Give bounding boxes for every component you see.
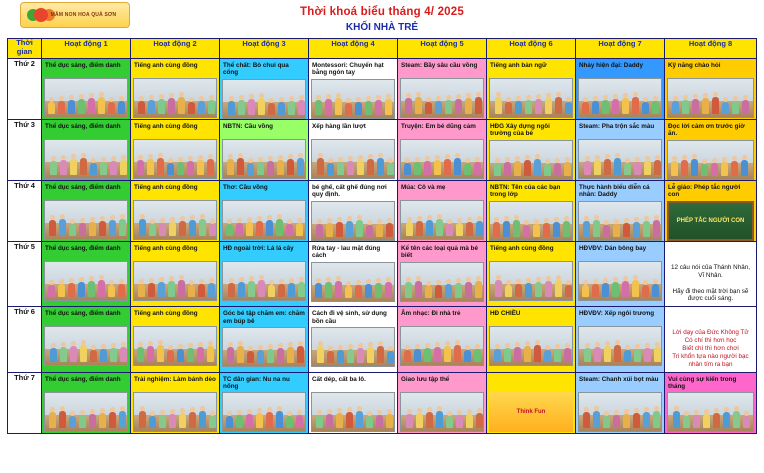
timetable-head bbox=[8, 39, 757, 59]
photo-children bbox=[134, 88, 216, 114]
activity-cell[interactable] bbox=[309, 181, 398, 242]
photo-children bbox=[579, 402, 661, 428]
activity-cell[interactable] bbox=[42, 120, 131, 181]
activity-cell-inner bbox=[309, 59, 397, 119]
activity-cell-inner bbox=[220, 120, 308, 180]
activity-cell-inner bbox=[487, 242, 575, 302]
school-logo bbox=[20, 2, 130, 28]
activity-photo bbox=[578, 392, 662, 432]
activity-cell-inner bbox=[665, 373, 756, 433]
activity-cell-inner bbox=[131, 373, 219, 433]
activity-cell[interactable] bbox=[309, 307, 398, 372]
activity-cell-inner bbox=[576, 59, 664, 119]
activity-label bbox=[667, 244, 754, 261]
activity-cell-inner bbox=[398, 242, 486, 302]
activity-label: Tiếng anh cùng đồng bbox=[490, 245, 554, 252]
activity-cell[interactable] bbox=[398, 372, 487, 433]
activity-label: Giao lưu tập thể bbox=[401, 375, 450, 383]
activity-photo bbox=[400, 326, 484, 366]
activity-label: Thơ: Cầu vồng bbox=[223, 184, 268, 191]
activity-label: Nhảy hiện đại: Daddy bbox=[579, 62, 644, 69]
activity-cell[interactable] bbox=[487, 242, 576, 307]
activity-cell[interactable] bbox=[42, 307, 131, 372]
activity-label: Steam: Chanh xúi bọt màu bbox=[579, 375, 659, 383]
activity-cell[interactable] bbox=[576, 59, 665, 120]
activity-cell[interactable] bbox=[576, 307, 665, 372]
activity-label: Cất dép, cất ba lô. bbox=[312, 375, 366, 383]
activity-cell-inner bbox=[131, 242, 219, 302]
activity-cell-inner bbox=[309, 373, 397, 433]
photo-children bbox=[312, 211, 394, 237]
table-row bbox=[8, 372, 757, 433]
activity-cell-inner bbox=[665, 181, 756, 241]
activity-cell[interactable] bbox=[665, 242, 757, 307]
activity-cell-inner bbox=[398, 373, 486, 433]
col-header-activity-5: Hoạt động 5 bbox=[398, 39, 487, 59]
activity-photo bbox=[400, 139, 484, 179]
activity-photo bbox=[311, 262, 395, 302]
activity-label: Âm nhạc: Đi nhà trẻ bbox=[401, 310, 461, 318]
activity-photo bbox=[133, 139, 217, 179]
activity-cell-inner bbox=[309, 181, 397, 241]
activity-label: NBTN: Cầu vồng bbox=[223, 123, 274, 130]
table-row bbox=[8, 307, 757, 372]
col-header-time: Thời gian bbox=[8, 39, 42, 59]
activity-photo bbox=[489, 201, 573, 241]
table-row bbox=[8, 181, 757, 242]
activity-label: HĐVĐV: Xếp ngôi trương bbox=[579, 310, 655, 318]
photo-children bbox=[223, 402, 305, 428]
activity-text: Lời dạy của Đức Không Tử Có chí thì hơn học Biết chí thì hơn chơi Tri khổn tựa nào người bạc nhân tím ra bạn bbox=[672, 329, 749, 368]
col-header-activity-4: Hoạt động 4 bbox=[309, 39, 398, 59]
activity-photo bbox=[222, 79, 306, 119]
table-row bbox=[8, 242, 757, 307]
photo-children bbox=[668, 150, 753, 176]
activity-cell[interactable] bbox=[309, 242, 398, 307]
activity-cell[interactable] bbox=[487, 59, 576, 120]
activity-photo bbox=[222, 327, 306, 367]
activity-text: 12 câu nói của Thánh Nhân, Vĩ Nhân. Hãy đi theo mặt trời bạn sẽ được cuối sáng. bbox=[670, 264, 750, 303]
activity-label: Thể dục sáng, điểm danh bbox=[45, 184, 121, 191]
activity-photo bbox=[578, 326, 662, 366]
activity-label: Thể dục sáng, điểm danh bbox=[45, 123, 121, 130]
activity-label: Lễ giáo: Phép tắc người con bbox=[668, 184, 741, 199]
activity-photo bbox=[400, 392, 484, 432]
activity-cell[interactable] bbox=[131, 59, 220, 120]
activity-photo bbox=[667, 392, 754, 432]
activity-cell[interactable] bbox=[131, 242, 220, 307]
col-header-activity-2: Hoạt động 2 bbox=[131, 39, 220, 59]
activity-photo bbox=[311, 392, 395, 432]
activity-photo bbox=[44, 326, 128, 366]
activity-cell-inner bbox=[487, 120, 575, 180]
photo-children bbox=[490, 88, 572, 114]
activity-label: Thể dục sáng, điểm danh bbox=[45, 62, 121, 69]
activity-cell[interactable] bbox=[487, 120, 576, 181]
col-header-activity-3: Hoạt động 3 bbox=[220, 39, 309, 59]
activity-cell[interactable] bbox=[665, 59, 757, 120]
activity-label: Trải nghiệm: Làm bánh dẻo bbox=[134, 375, 216, 383]
activity-cell[interactable] bbox=[487, 181, 576, 242]
activity-cell-inner bbox=[487, 307, 575, 367]
photo-children bbox=[579, 88, 661, 114]
activity-cell[interactable] bbox=[309, 372, 398, 433]
photo-children bbox=[668, 402, 753, 428]
activity-cell-inner bbox=[131, 120, 219, 180]
activity-cell[interactable] bbox=[398, 59, 487, 120]
day-label: Thứ 2 bbox=[8, 59, 42, 120]
activity-label: HĐ ngoài trời: Lá lá cây bbox=[223, 245, 294, 252]
activity-cell[interactable] bbox=[665, 372, 757, 433]
activity-label: Steam: Pha trộn sắc màu bbox=[579, 123, 655, 130]
activity-cell-inner bbox=[131, 59, 219, 119]
activity-cell-inner bbox=[42, 120, 130, 180]
activity-cell-inner bbox=[576, 242, 664, 302]
photo-children bbox=[401, 210, 483, 236]
activity-photo bbox=[400, 78, 484, 118]
activity-photo bbox=[667, 78, 754, 118]
day-label: Thứ 7 bbox=[8, 372, 42, 433]
page-header bbox=[0, 0, 764, 34]
photo-children bbox=[401, 149, 483, 175]
activity-label: HĐG Xây dựng ngôi trường của bé bbox=[490, 123, 550, 138]
activity-cell[interactable] bbox=[487, 372, 576, 433]
activity-cell[interactable] bbox=[220, 59, 309, 120]
activity-label: HĐVĐV: Dán bông bay bbox=[579, 245, 647, 252]
activity-cell-inner bbox=[665, 120, 756, 180]
activity-label: Thể dục sáng, điểm danh bbox=[45, 245, 121, 252]
timetable-body bbox=[8, 59, 757, 434]
timetable bbox=[7, 38, 757, 434]
activity-label: bé ghế, cất ghế đúng nơi quy định. bbox=[312, 184, 387, 199]
photo-children bbox=[312, 89, 394, 115]
activity-cell-inner bbox=[131, 181, 219, 241]
activity-cell-inner bbox=[42, 181, 130, 241]
activity-label: Kỹ năng chào hỏi bbox=[668, 62, 721, 69]
activity-cell[interactable] bbox=[576, 120, 665, 181]
photo-children bbox=[401, 336, 483, 362]
activity-label: Tiếng anh cùng đồng bbox=[134, 245, 198, 252]
photo-children bbox=[579, 336, 661, 362]
activity-label: TC dân gian: Nu na nu nống bbox=[223, 375, 290, 391]
activity-photo bbox=[489, 261, 573, 301]
activity-photo bbox=[489, 140, 573, 180]
activity-photo bbox=[133, 326, 217, 366]
photo-children bbox=[134, 402, 216, 428]
col-header-activity-7: Hoạt động 7 bbox=[576, 39, 665, 59]
activity-label: HĐ CHIỀU bbox=[490, 310, 521, 318]
activity-photo bbox=[222, 139, 306, 179]
activity-label: Múa: Cô và mẹ bbox=[401, 184, 446, 191]
activity-photo bbox=[133, 200, 217, 240]
activity-cell-inner bbox=[665, 307, 756, 371]
activity-cell[interactable] bbox=[220, 181, 309, 242]
photo-children bbox=[401, 402, 483, 428]
photo-children bbox=[223, 149, 305, 175]
activity-cell[interactable] bbox=[398, 242, 487, 307]
photo-children bbox=[312, 337, 394, 363]
photo-children bbox=[45, 149, 127, 175]
activity-photo bbox=[578, 261, 662, 301]
activity-label: Thể dục sáng, điểm danh bbox=[45, 375, 121, 383]
day-label: Thứ 3 bbox=[8, 120, 42, 181]
activity-label: Tiếng anh bản ngữ bbox=[490, 62, 547, 69]
photo-children bbox=[401, 88, 483, 114]
apple-icon bbox=[34, 8, 48, 22]
logo-label: MẦM NON HOA QUẢ SƠN bbox=[50, 12, 117, 18]
activity-label: Rửa tay - lau mặt đúng cách bbox=[312, 245, 381, 260]
photo-children bbox=[45, 210, 127, 236]
activity-photo bbox=[400, 262, 484, 302]
header-row bbox=[8, 39, 757, 59]
page-title: Thời khoá biểu tháng 4/ 2025 bbox=[300, 6, 464, 18]
day-label: Thứ 4 bbox=[8, 181, 42, 242]
activity-cell-inner bbox=[131, 307, 219, 367]
photo-children bbox=[490, 336, 572, 362]
activity-photo bbox=[578, 139, 662, 179]
photo-children bbox=[579, 149, 661, 175]
col-header-activity-8: Hoạt động 8 bbox=[665, 39, 757, 59]
activity-label: Truyện: Em bé dũng cảm bbox=[401, 123, 476, 130]
activity-cell-inner bbox=[220, 373, 308, 433]
activity-photo bbox=[44, 139, 128, 179]
activity-photo bbox=[133, 392, 217, 432]
activity-cell[interactable] bbox=[131, 307, 220, 372]
activity-cell[interactable] bbox=[131, 120, 220, 181]
table-row bbox=[8, 59, 757, 120]
activity-photo bbox=[133, 261, 217, 301]
activity-cell[interactable] bbox=[131, 372, 220, 433]
photo-children bbox=[223, 89, 305, 115]
activity-cell-inner bbox=[665, 59, 756, 119]
activity-cell-inner bbox=[42, 307, 130, 367]
activity-photo bbox=[311, 327, 395, 367]
activity-label: Thể dục sáng, điểm danh bbox=[45, 310, 121, 318]
activity-cell[interactable] bbox=[398, 120, 487, 181]
activity-label: Montessori: Chuyển hạt bằng ngón tay bbox=[312, 62, 384, 77]
activity-cell-inner bbox=[309, 242, 397, 302]
activity-cell-inner bbox=[398, 120, 486, 180]
activity-label: Thể chất: Bò chui qua cổng bbox=[223, 62, 289, 77]
activity-photo bbox=[489, 326, 573, 366]
photo-children bbox=[223, 337, 305, 363]
activity-cell-inner bbox=[42, 373, 130, 433]
activity-cell[interactable] bbox=[42, 372, 131, 433]
photo-children bbox=[45, 402, 127, 428]
page-subtitle: KHỐI NHÀ TRẺ bbox=[345, 22, 419, 33]
photo-children bbox=[134, 149, 216, 175]
activity-photo bbox=[311, 79, 395, 119]
activity-photo bbox=[489, 78, 573, 118]
activity-poster: Think Fun bbox=[489, 392, 573, 432]
activity-cell-inner bbox=[665, 242, 756, 306]
photo-children bbox=[490, 150, 572, 176]
activity-cell-inner bbox=[487, 373, 575, 433]
activity-cell[interactable] bbox=[42, 181, 131, 242]
activity-cell[interactable] bbox=[309, 120, 398, 181]
photo-children bbox=[134, 271, 216, 297]
photo-children bbox=[223, 271, 305, 297]
activity-cell[interactable] bbox=[665, 181, 757, 242]
activity-cell[interactable] bbox=[220, 307, 309, 372]
activity-cell[interactable] bbox=[220, 242, 309, 307]
activity-cell[interactable] bbox=[665, 307, 757, 372]
activity-label: Steam: Bầy sâu cầu vồng bbox=[401, 62, 478, 69]
activity-label: Vui cùng sự kiến trong tháng bbox=[668, 375, 737, 391]
activity-photo bbox=[222, 261, 306, 301]
activity-label bbox=[667, 309, 754, 326]
photo-children bbox=[579, 211, 661, 237]
photo-children bbox=[312, 272, 394, 298]
photo-children bbox=[45, 271, 127, 297]
activity-photo bbox=[133, 78, 217, 118]
activity-cell-inner bbox=[576, 181, 664, 241]
photo-children bbox=[490, 211, 572, 237]
activity-cell[interactable] bbox=[42, 242, 131, 307]
activity-cell[interactable] bbox=[131, 181, 220, 242]
activity-label: Thực hành biểu diễn cá nhân: Daddy bbox=[579, 184, 650, 199]
activity-cell-inner bbox=[220, 181, 308, 241]
activity-cell-inner bbox=[398, 59, 486, 119]
activity-label bbox=[489, 375, 573, 392]
activity-cell[interactable] bbox=[665, 120, 757, 181]
activity-photo bbox=[44, 78, 128, 118]
activity-photo bbox=[667, 140, 754, 180]
activity-label: Xếp hàng lần lượt bbox=[312, 123, 366, 130]
activity-cell[interactable] bbox=[309, 59, 398, 120]
activity-label: Góc bé tập chăm em: chăm em búp bê bbox=[223, 310, 305, 325]
activity-cell-inner bbox=[309, 120, 397, 180]
photo-children bbox=[45, 336, 127, 362]
activity-photo bbox=[578, 78, 662, 118]
photo-children bbox=[134, 210, 216, 236]
activity-cell[interactable] bbox=[487, 307, 576, 372]
activity-cell-inner bbox=[220, 242, 308, 302]
photo-children bbox=[312, 402, 394, 428]
activity-cell-inner bbox=[576, 307, 664, 367]
photo-children bbox=[45, 88, 127, 114]
activity-photo bbox=[400, 200, 484, 240]
photo-children bbox=[490, 271, 572, 297]
activity-cell[interactable] bbox=[220, 120, 309, 181]
col-header-activity-6: Hoạt động 6 bbox=[487, 39, 576, 59]
activity-label: Kể tên các loại quả mà bé biết bbox=[401, 245, 478, 260]
activity-cell-inner bbox=[309, 307, 397, 367]
activity-cell-inner bbox=[398, 307, 486, 367]
photo-children bbox=[668, 88, 753, 114]
activity-label: Tiếng anh cùng đồng bbox=[134, 184, 198, 191]
photo-children bbox=[134, 336, 216, 362]
activity-photo bbox=[44, 392, 128, 432]
activity-cell[interactable] bbox=[398, 307, 487, 372]
activity-cell[interactable] bbox=[576, 242, 665, 307]
photo-children bbox=[312, 149, 394, 175]
activity-photo bbox=[578, 201, 662, 241]
activity-cell-inner bbox=[487, 181, 575, 241]
activity-cell-inner bbox=[42, 59, 130, 119]
activity-cell-inner bbox=[576, 373, 664, 433]
activity-cell-inner bbox=[220, 307, 308, 367]
activity-label: Tiếng anh cùng đồng bbox=[134, 310, 198, 318]
activity-photo bbox=[311, 139, 395, 179]
activity-label: Tiếng anh cùng đồng bbox=[134, 123, 198, 130]
activity-label: Cách đi vệ sinh, sử dụng bồn cầu bbox=[312, 310, 387, 325]
activity-photo bbox=[44, 200, 128, 240]
activity-cell[interactable] bbox=[576, 181, 665, 242]
activity-cell-inner bbox=[398, 181, 486, 241]
activity-label: Đọc lời cảm ơn trước giờ ăn. bbox=[668, 123, 745, 138]
activity-cell[interactable] bbox=[398, 181, 487, 242]
activity-photo bbox=[311, 201, 395, 241]
activity-cell-inner bbox=[576, 120, 664, 180]
day-label: Thứ 5 bbox=[8, 242, 42, 307]
activity-cell[interactable] bbox=[42, 59, 131, 120]
activity-cell-inner bbox=[220, 59, 308, 119]
photo-children bbox=[223, 210, 305, 236]
activity-photo bbox=[222, 200, 306, 240]
photo-children bbox=[401, 272, 483, 298]
table-row bbox=[8, 120, 757, 181]
day-label: Thứ 6 bbox=[8, 307, 42, 372]
activity-label: NBTN: Tên của các bạn trong lớp bbox=[490, 184, 561, 199]
activity-cell-inner bbox=[42, 242, 130, 302]
activity-plaque: PHÉP TẮC NGƯỜI CON bbox=[667, 201, 754, 241]
photo-children bbox=[579, 271, 661, 297]
activity-photo bbox=[44, 261, 128, 301]
activity-cell[interactable] bbox=[576, 372, 665, 433]
activity-cell[interactable] bbox=[220, 372, 309, 433]
activity-label: Tiếng anh cùng đồng bbox=[134, 62, 198, 69]
activity-cell-inner bbox=[487, 59, 575, 119]
col-header-activity-1: Hoạt động 1 bbox=[42, 39, 131, 59]
activity-photo bbox=[222, 392, 306, 432]
